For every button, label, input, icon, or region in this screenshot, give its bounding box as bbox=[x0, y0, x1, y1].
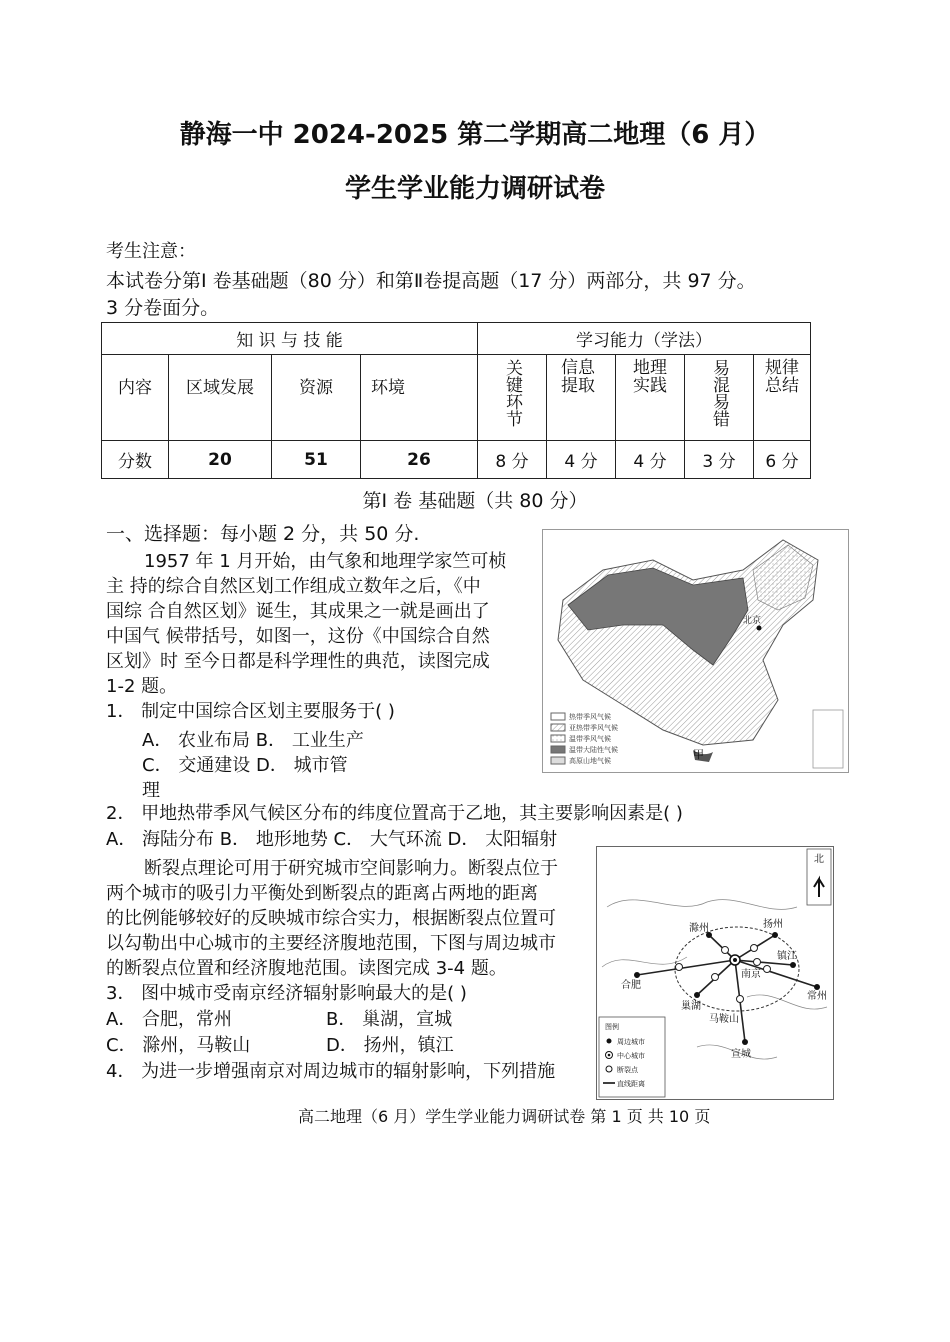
col-score: 4 分 bbox=[547, 441, 616, 479]
city-label: 宣城 bbox=[731, 1049, 751, 1060]
text-line: 两个城市的吸引力平衡处到断裂点的距离占两地的距离 bbox=[106, 883, 538, 904]
question-1-stem: 1． 制定中国综合区划主要服务于( ) bbox=[106, 701, 395, 722]
col-name: 易混易错 bbox=[709, 359, 729, 427]
question-1-options-cd: C． 交通建设 D． 城市管 bbox=[142, 755, 348, 776]
map-legend bbox=[551, 712, 618, 765]
legend-item: 热带季风气候 bbox=[569, 713, 611, 721]
intro-paragraph-1 bbox=[106, 549, 536, 699]
text-line: 断裂点理论可用于研究城市空间影响力。断裂点位于 bbox=[144, 858, 558, 879]
question-1-options-cont: 理 bbox=[142, 780, 160, 801]
center-city-dot bbox=[733, 958, 737, 962]
text-line: 的断裂点位置和经济腹地范围。读图完成 3-4 题。 bbox=[106, 958, 507, 979]
text-line: 以勾勒出中心城市的主要经济腹地范围，下图与周边城市 bbox=[106, 933, 556, 954]
col-score: 51 bbox=[272, 441, 361, 479]
city-label: 北京 bbox=[743, 616, 762, 626]
legend-item: 亚热带季风气候 bbox=[569, 724, 618, 732]
text-line: 区划》时 至今日都是科学理性的典范，读图完成 bbox=[106, 651, 490, 672]
col-name: 环境 bbox=[361, 355, 478, 441]
north-label: 北 bbox=[814, 854, 824, 865]
col-score: 6 分 bbox=[754, 441, 811, 479]
intro-paragraph-2 bbox=[106, 856, 591, 981]
col-name: 关键环节 bbox=[502, 359, 522, 427]
notice-label: 考生注意： bbox=[106, 241, 196, 262]
city-label: 滁州 bbox=[689, 923, 709, 934]
col-score: 4 分 bbox=[616, 441, 685, 479]
col-score: 26 bbox=[361, 441, 478, 479]
group-ability: 学习能力（学法） bbox=[478, 323, 811, 355]
exam-title-line1: 静海一中 2024-2025 第二学期高二地理（6 月） bbox=[179, 120, 771, 150]
china-map-svg bbox=[543, 530, 848, 772]
legend-item: 周边城市 bbox=[617, 1038, 645, 1046]
notice-line1: 本试卷分第Ⅰ 卷基础题（80 分）和第Ⅱ卷提高题（17 分）两部分，共 97 分。 bbox=[106, 270, 756, 292]
col-name: 信息提取 bbox=[561, 358, 595, 396]
legend-item: 温带季风气候 bbox=[569, 735, 611, 743]
text-line: 1-2 题。 bbox=[106, 676, 178, 697]
text-line: 中国气 候带括号，如图一，这份《中国综合自然 bbox=[106, 626, 490, 647]
col-name: 区域发展 bbox=[169, 355, 272, 441]
exam-title-line2: 学生学业能力调研试卷 bbox=[344, 174, 605, 204]
question-3-option-a: A． 合肥，常州 bbox=[106, 1009, 233, 1030]
city-label: 合肥 bbox=[621, 980, 641, 991]
text-line: 主 持的综合自然区划工作组成立数年之后，《中 bbox=[106, 576, 481, 597]
legend-title: 图例 bbox=[605, 1023, 619, 1031]
text-line: 的比例能够较好的反映城市综合实力，根据断裂点位置可 bbox=[106, 908, 556, 929]
question-4-stem: 4． 为进一步增强南京对周边城市的辐射影响，下列措施 bbox=[106, 1061, 556, 1082]
question-3-stem: 3． 图中城市受南京经济辐射影响最大的是( ) bbox=[106, 983, 467, 1004]
legend-item: 断裂点 bbox=[617, 1066, 638, 1074]
question-1-options-ab: A． 农业布局 B． 工业生产 bbox=[142, 730, 364, 751]
section-title: 第Ⅰ 卷 基础题（共 80 分） bbox=[362, 490, 588, 512]
legend-item: 高原山地气候 bbox=[569, 757, 611, 765]
city-label: 南京 bbox=[741, 969, 761, 980]
south-sea-inset bbox=[813, 710, 843, 768]
city-label: 镇江 bbox=[777, 951, 797, 962]
legend-item: 温带大陆性气候 bbox=[569, 746, 618, 754]
col-name: 规律总结 bbox=[765, 358, 799, 396]
notice-line2: 3 分卷面分。 bbox=[106, 297, 220, 319]
question-2-stem: 2． 甲地热带季风气候区分布的纬度位置高于乙地，其主要影响因素是( ) bbox=[106, 803, 683, 824]
jia-label: 甲 bbox=[693, 748, 704, 761]
question-3-option-b: B． 巢湖，宣城 bbox=[326, 1009, 453, 1030]
question-3-option-d: D． 扬州，镇江 bbox=[326, 1035, 454, 1056]
col-name: 资源 bbox=[272, 355, 361, 441]
section-heading: 一、选择题：每小题 2 分，共 50 分. bbox=[106, 523, 420, 545]
col-score: 20 bbox=[169, 441, 272, 479]
legend-item: 直线距离 bbox=[617, 1080, 645, 1088]
col-name: 地理实践 bbox=[633, 358, 667, 396]
city-label: 巢湖 bbox=[681, 1001, 701, 1012]
col-score: 3 分 bbox=[685, 441, 754, 479]
city-label: 马鞍山 bbox=[709, 1014, 739, 1025]
china-climate-map bbox=[542, 529, 849, 773]
col-score: 8 分 bbox=[478, 441, 547, 479]
legend-item: 中心城市 bbox=[617, 1052, 645, 1060]
row-content-label: 内容 bbox=[102, 355, 169, 441]
page-footer: 高二地理（6 月）学生学业能力调研试卷 第 1 页 共 10 页 bbox=[298, 1107, 711, 1126]
question-3-option-c: C． 滁州，马鞍山 bbox=[106, 1035, 251, 1056]
group-knowledge: 知 识 与 技 能 bbox=[102, 323, 478, 355]
question-2-options: A． 海陆分布 B． 地形地势 C． 大气环流 D． 太阳辐射 bbox=[106, 829, 558, 850]
nanjing-breakpoint-map bbox=[596, 846, 834, 1100]
row-score-label: 分数 bbox=[102, 441, 169, 479]
nanjing-map-svg bbox=[597, 847, 833, 1099]
text-line: 国综 合自然区划》诞生，其成果之一就是画出了 bbox=[106, 601, 490, 622]
score-table bbox=[101, 322, 811, 479]
text-line: 1957 年 1 月开始，由气象和地理学家竺可桢 bbox=[144, 551, 507, 572]
capital-marker bbox=[757, 626, 762, 631]
city-label: 常州 bbox=[807, 991, 827, 1002]
city-label: 扬州 bbox=[763, 919, 783, 930]
